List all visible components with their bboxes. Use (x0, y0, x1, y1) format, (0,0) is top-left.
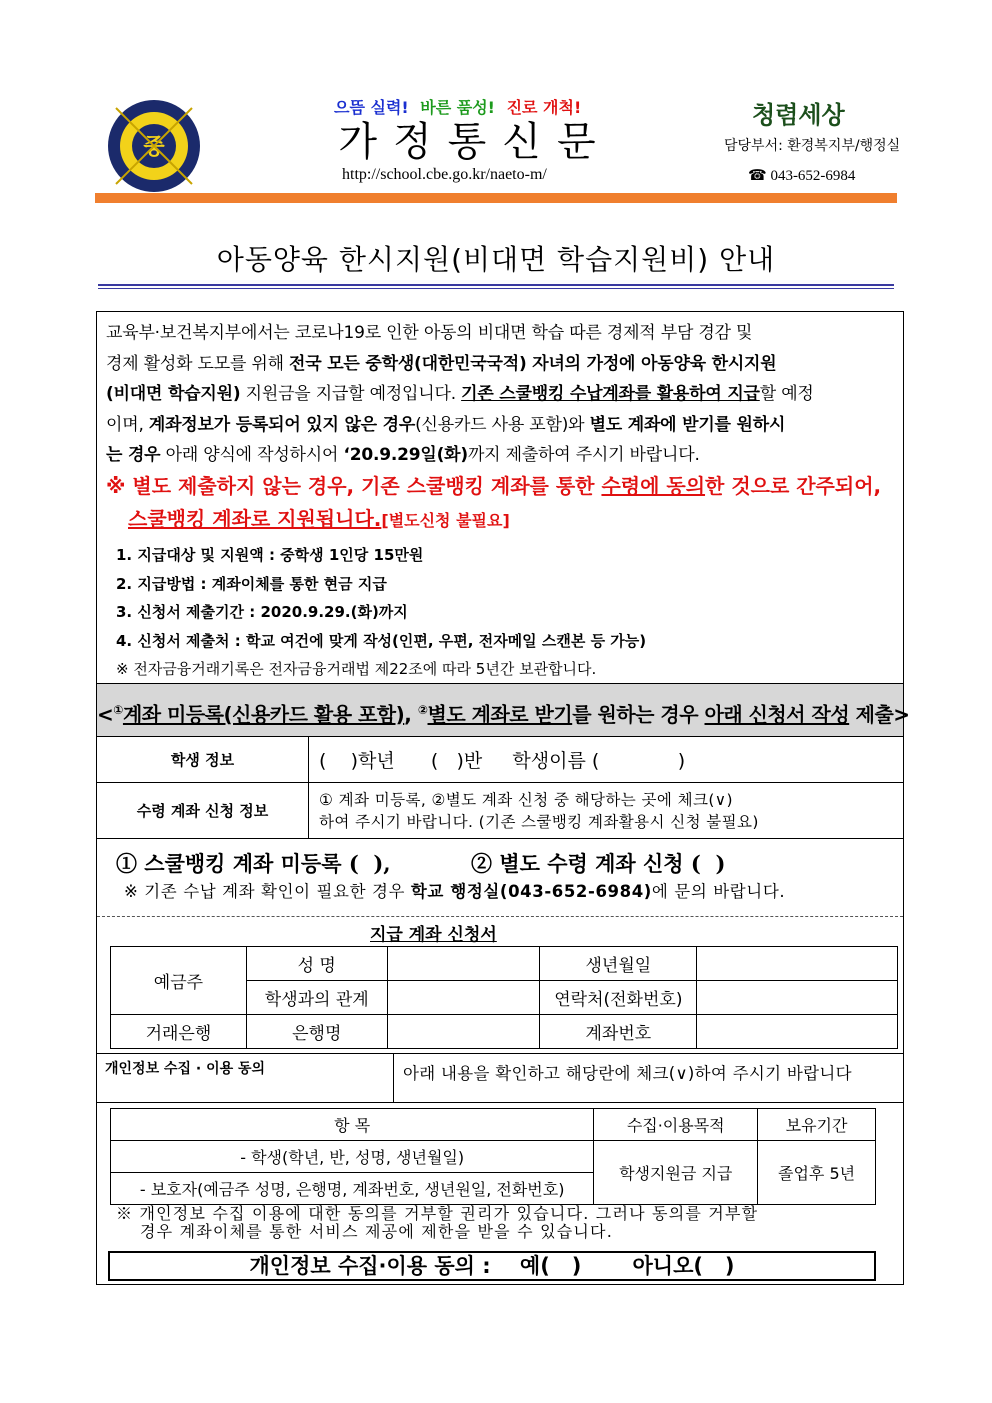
privacy-note-line: ※ 개인정보 수집 이용에 대한 동의를 거부할 권리가 있습니다. 그러나 동의를 거부할 (116, 1204, 759, 1223)
table-row (111, 947, 898, 981)
header-text: 를 원하는 경우 (572, 702, 705, 727)
intro-bold: 계좌정보가 등록되어 있지 않은 경우 (148, 414, 416, 435)
bank-label: 거래은행 (111, 1015, 247, 1049)
choice-note (124, 878, 785, 902)
intro-text: 할 예정 (759, 384, 814, 404)
intro-line (106, 349, 896, 380)
intro-text: 이며, (106, 414, 149, 435)
account-number-input[interactable] (697, 1015, 898, 1049)
intro-text: 경제 활성화 도모를 위해 (106, 353, 290, 374)
info-label: 4. 신청서 제출처 : (116, 631, 241, 650)
notice-mark: ※ (106, 474, 126, 498)
intro-paragraph (106, 318, 896, 471)
col-item: 항 목 (111, 1109, 594, 1141)
notice-underlined: 스쿨뱅킹 계좌로 지원됩니다. (128, 507, 382, 531)
student-info-row (97, 737, 903, 783)
relation-label: 학생과의 관계 (246, 981, 387, 1015)
intro-text: 교육부·보건복지부에서는 코로나19로 인한 아동의 비대면 학습 따른 경제적 부담 경감 및 (106, 323, 753, 343)
purpose-value: 학생지원금 지급 (594, 1141, 758, 1205)
note-text: ※ 기존 수납 계좌 확인이 필요한 경우 (124, 882, 411, 901)
intro-bold: 전국 모든 중학생(대한민국국적) 자녀의 가정에 아동양육 한시지원 (289, 353, 777, 374)
slogan-1: 으뜸 실력! (334, 98, 409, 117)
school-logo (106, 98, 202, 194)
intro-line (106, 318, 896, 349)
school-url[interactable]: http://school.cbe.go.kr/naeto-m/ (342, 166, 547, 183)
account-form-table (110, 946, 898, 1049)
info-value: 계좌이체를 통한 현금 지급 (206, 574, 387, 593)
notice-text: 한 것으로 간주되어, (705, 474, 882, 498)
application-header (97, 683, 910, 737)
period-value: 졸업후 5년 (758, 1141, 876, 1205)
intro-bold: (비대면 학습지원) (106, 384, 241, 404)
intro-bold-underlined: 기존 스쿨뱅킹 수납계좌를 활용하여 지급 (461, 384, 760, 404)
intro-line (106, 410, 896, 441)
info-value: 2020.9.29.(화)까지 (255, 603, 408, 621)
intro-line (106, 379, 896, 410)
header-num: ① (113, 703, 123, 717)
notice-underlined: 수령에 동의 (601, 474, 706, 498)
header-num: ② (417, 703, 428, 717)
form-title: 지급 계좌 신청서 (370, 925, 497, 945)
title-underline (98, 284, 894, 286)
account-request-row (97, 783, 903, 839)
birth-input[interactable] (697, 947, 898, 981)
account-request-line: 하여 주시기 바랍니다. (기존 스쿨뱅킹 계좌활용시 신청 불필요) (319, 813, 759, 831)
brand-logo: 청렴세상 (752, 100, 845, 129)
account-choice-checkboxes[interactable]: ① 스쿨뱅킹 계좌 미등록 ( ), ② 별도 수령 계좌 신청 ( ) (116, 851, 726, 876)
notice-bracket: [별도신청 불필요] (381, 511, 510, 530)
retention-note: ※ 전자금융거래기록은 전자금융거래법 제22조에 따라 5년간 보관합니다. (116, 660, 597, 678)
contact-label: 연락처(전화번호) (540, 981, 697, 1015)
notice-text: 별도 제출하지 않는 경우, 기존 스쿨뱅킹 계좌를 통한 (132, 474, 602, 498)
phone-value: 043-652-6984 (770, 168, 856, 184)
info-value: 중학생 1인당 15만원 (274, 546, 424, 564)
header-underlined: 별도 계좌로 받기 (427, 702, 573, 727)
intro-bold: 는 경우 (106, 445, 161, 465)
privacy-note (116, 1205, 896, 1241)
header-underlined: 계좌 미등록(신용카드 활용 포함) (122, 702, 405, 727)
bank-name-label: 은행명 (246, 1015, 387, 1049)
bank-name-input[interactable] (387, 1015, 540, 1049)
privacy-table (110, 1108, 876, 1205)
newsletter-title: 가정통신문 (338, 119, 612, 165)
depositor-label: 예금주 (111, 947, 247, 1015)
intro-bold: 별도 계좌에 받기를 원하시 (589, 414, 786, 435)
account-request-text (319, 783, 759, 844)
red-notice (106, 470, 898, 537)
account-number-label: 계좌번호 (540, 1015, 697, 1049)
info-value: 학교 여건에 맞게 작성(인편, 우편, 전자메일 스캔본 등 가능) (240, 631, 647, 650)
info-label: 3. 신청서 제출기간 : (116, 603, 256, 621)
contact-input[interactable] (697, 981, 898, 1015)
student-info-label: 학생 정보 (97, 737, 309, 782)
notice-line (106, 503, 898, 537)
info-label: 2. 지급방법 : (116, 574, 207, 593)
info-item (116, 627, 646, 656)
info-item (116, 598, 646, 627)
header-underlined: 아래 신청서 작성 (704, 702, 850, 727)
col-purpose: 수집·이용목적 (594, 1109, 758, 1141)
intro-text: 아래 양식에 작성하시어 (160, 445, 344, 465)
logo-char: 중 (143, 135, 165, 160)
student-info-field[interactable]: ( )학년 ( )반 학생이름 ( ) (319, 750, 686, 772)
dashed-divider (97, 916, 903, 917)
notice-line (106, 470, 898, 503)
relation-input[interactable] (387, 981, 540, 1015)
privacy-note-line: 경우 계좌이체를 통한 서비스 제공에 제한을 받을 수 있습니다. (140, 1222, 613, 1241)
consent-checkbox[interactable]: 개인정보 수집·이용 동의 : 예( ) 아니오( ) (108, 1251, 876, 1281)
info-label: 1. 지급대상 및 지원액 : (116, 546, 275, 564)
account-request-label: 수령 계좌 신청 정보 (97, 783, 309, 838)
note-text: 에 문의 바랍니다. (651, 882, 786, 901)
privacy-consent-row (97, 1053, 903, 1103)
intro-text: (신용카드 사용 포함)와 (415, 414, 590, 435)
intro-text: 지원금을 지급할 예정입니다. (240, 384, 462, 404)
intro-text: 까지 제출하여 주시기 바랍니다. (467, 445, 700, 465)
phone-number (748, 166, 855, 185)
slogan-3: 진로 개척! (506, 98, 582, 117)
privacy-label: 개인정보 수집 · 이용 동의 (105, 1061, 266, 1077)
table-row (111, 1141, 876, 1173)
intro-line (106, 440, 896, 471)
birth-label: 생년월일 (540, 947, 697, 981)
item-guardian: - 보호자(예금주 성명, 은행명, 계좌번호, 생년원일, 전화번호) (111, 1173, 594, 1205)
col-period: 보유기간 (758, 1109, 876, 1141)
department: 담당부서: 환경복지부/행정실 (724, 138, 901, 154)
table-row (111, 1015, 898, 1049)
intro-bold: ‘20.9.29일(화) (343, 445, 468, 465)
document-title: 아동양육 한시지원(비대면 학습지원비) 안내 (216, 243, 776, 276)
phone-icon: ☎ (748, 168, 767, 184)
info-item (116, 541, 646, 570)
column-divider (393, 1054, 394, 1102)
table-row (111, 1109, 876, 1141)
name-input[interactable] (387, 947, 540, 981)
header-text: 제출> (849, 702, 910, 727)
header-text: , (404, 702, 418, 727)
header-divider (95, 193, 897, 203)
slogan-2: 바른 품성! (420, 98, 495, 117)
title-underline-2 (98, 288, 894, 289)
info-list (116, 541, 646, 684)
name-label: 성 명 (246, 947, 387, 981)
note-bold: 학교 행정실(043-652-6984) (410, 882, 652, 901)
privacy-instruction: 아래 내용을 확인하고 해당란에 체크(∨)하여 주시기 바랍니다 (403, 1064, 852, 1083)
account-request-line: ① 계좌 미등록, ②별도 계좌 신청 중 해당하는 곳에 체크(∨) (319, 791, 733, 809)
header-text: < (97, 702, 114, 727)
info-item (116, 570, 646, 599)
item-student: - 학생(학년, 반, 성명, 생년월일) (111, 1141, 594, 1173)
